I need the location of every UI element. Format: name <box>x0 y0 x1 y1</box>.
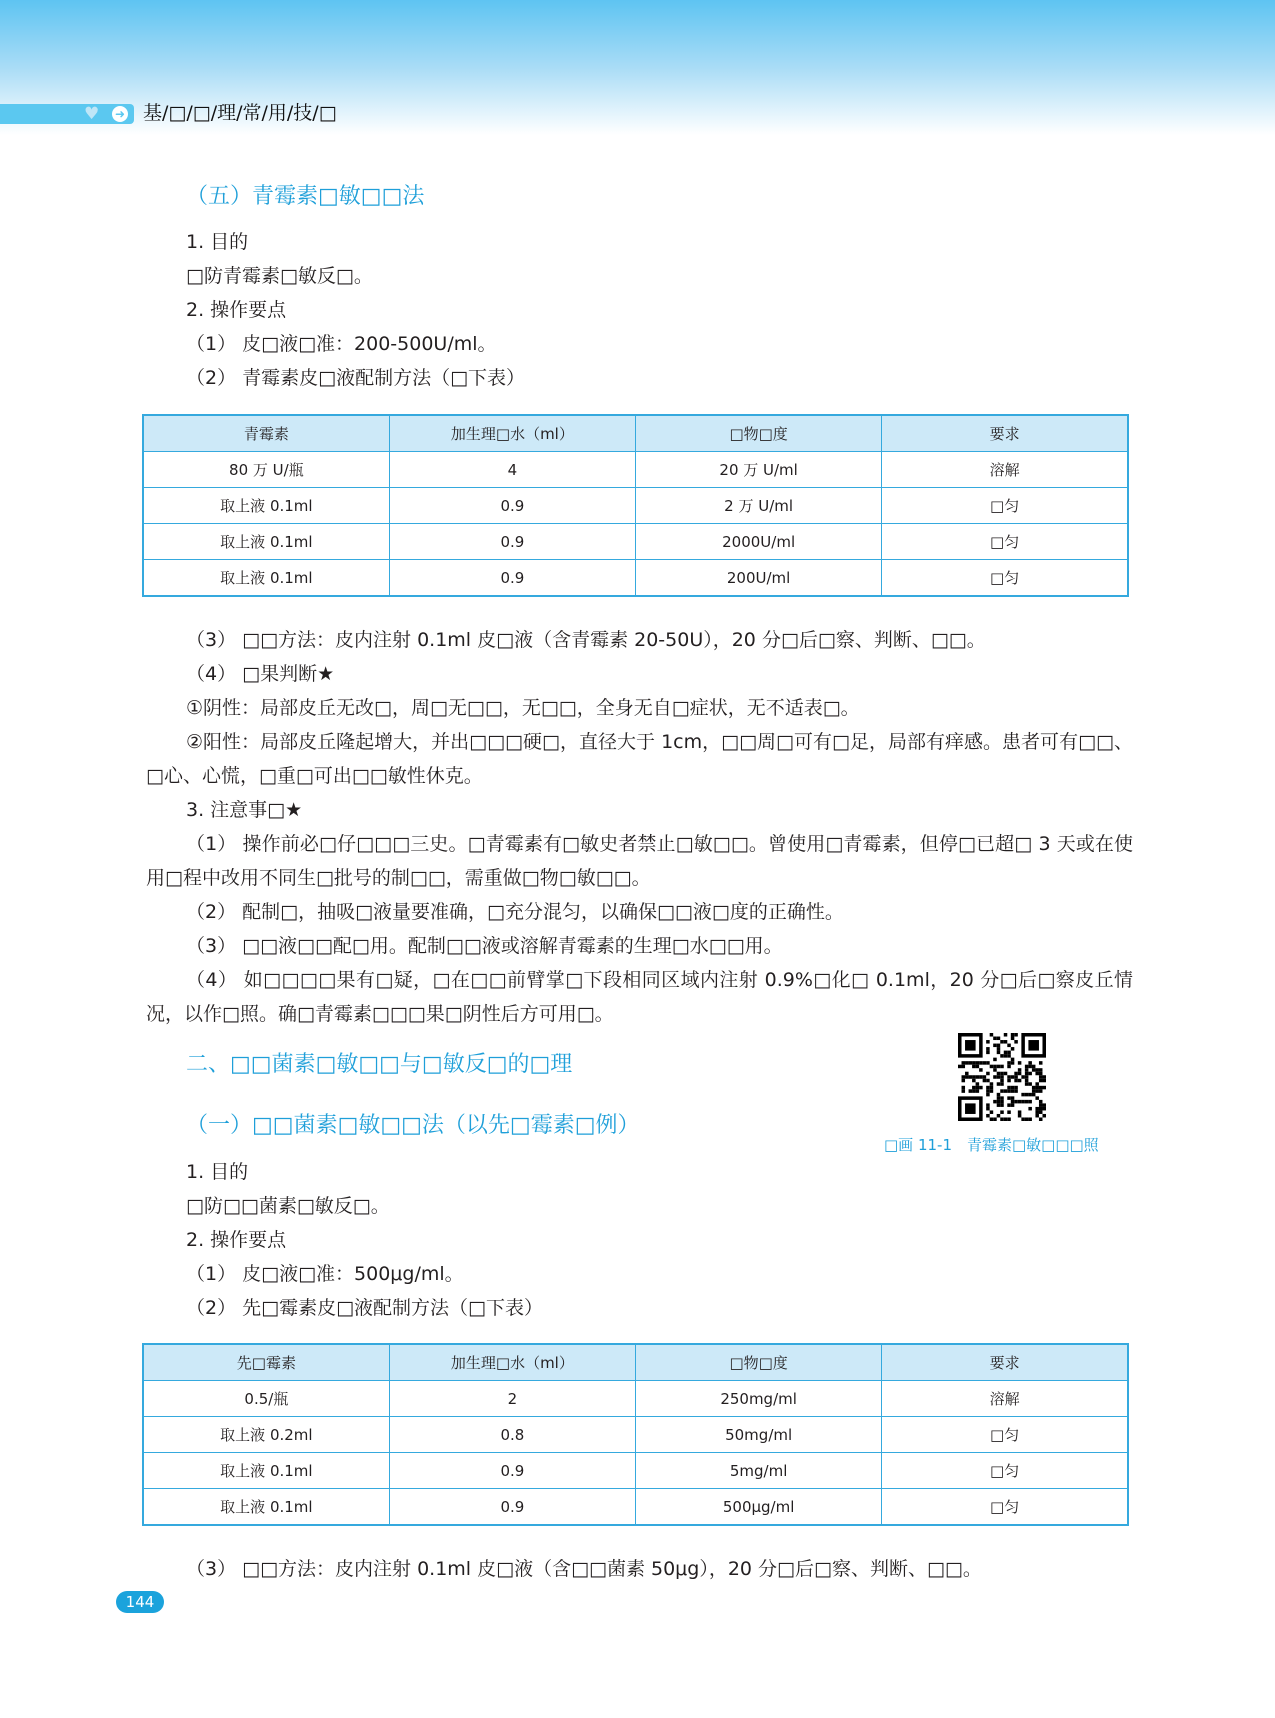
paragraph: □防□□菌素□敏反□。 <box>186 1195 390 1217</box>
column-header: 要求 <box>882 1344 1128 1381</box>
paragraph: （1） 皮□液□准：200-500U/ml。 <box>186 333 497 355</box>
subsection-heading: （一）□□菌素□敏□□法（以先□霉素□例） <box>186 1113 640 1138</box>
paragraph: □防青霉素□敏反□。 <box>186 265 373 287</box>
table-cell: 2000U/ml <box>636 524 882 560</box>
paragraph: ②阳性：局部皮丘隆起增大，并出□□□硬□，直径大于 1cm，□□周□可有□足，局部有痒感。患者可有□□、□心、心慌，□重□可出□□敏性休克。 <box>146 731 1133 787</box>
column-header: 加生理□水（ml） <box>389 415 635 452</box>
paragraph: ①阴性：局部皮丘无改□，周□无□□，无□□，全身无自□症状，无不适表□。 <box>186 697 860 719</box>
table-cell: □匀 <box>882 1489 1128 1526</box>
qr-caption: □画 11-1 青霉素□敏□□□照 <box>884 1136 1099 1154</box>
paragraph: 1. 目的 <box>186 231 249 253</box>
qr-code[interactable] <box>958 1033 1046 1121</box>
column-header: 加生理□水（ml） <box>389 1344 635 1381</box>
column-header: □物□度 <box>636 1344 882 1381</box>
page-number: 144 <box>116 1591 164 1613</box>
paragraph: （3） □□方法：皮内注射 0.1ml 皮□液（含□□菌素 50μg），20 分□后□察、判断、□□。 <box>186 1558 982 1580</box>
paragraph: 2. 操作要点 <box>186 1229 287 1251</box>
page-content <box>146 180 1133 1586</box>
running-title: 基/□/□/理/常/用/技/□ <box>143 102 337 124</box>
table-cell: □匀 <box>882 488 1128 524</box>
paragraph: （4） □果判断★ <box>186 663 335 685</box>
paragraph-group <box>146 623 1133 1031</box>
section-heading: 二、□□菌素□敏□□与□敏反□的□理 <box>186 1052 573 1077</box>
column-header: 要求 <box>882 415 1128 452</box>
table-cell: 50mg/ml <box>636 1417 882 1453</box>
paragraph: （2） 青霉素皮□液配制方法（□下表） <box>186 367 526 389</box>
column-header: □物□度 <box>636 415 882 452</box>
table-cell: 取上液 0.1ml <box>143 560 389 597</box>
table-cell: □匀 <box>882 560 1128 597</box>
paragraph: （3） □□方法：皮内注射 0.1ml 皮□液（含青霉素 20-50U），20 分□后□察、判断、□□。 <box>186 629 986 651</box>
table-cell: 2 万 U/ml <box>636 488 882 524</box>
table-cell: 80 万 U/瓶 <box>143 452 389 488</box>
table-cell: 0.9 <box>389 560 635 597</box>
table-cell: 500μg/ml <box>636 1489 882 1526</box>
table-cell: 4 <box>389 452 635 488</box>
table-cell: □匀 <box>882 1453 1128 1489</box>
table-cell: 溶解 <box>882 1381 1128 1417</box>
table-cell: 200U/ml <box>636 560 882 597</box>
paragraph-group <box>146 1155 1133 1325</box>
table-cell: 0.8 <box>389 1417 635 1453</box>
table-cell: 0.9 <box>389 1453 635 1489</box>
table-row <box>143 452 1128 488</box>
paragraph-group <box>146 225 1133 395</box>
paragraph: （1） 皮□液□准：500μg/ml。 <box>186 1263 464 1285</box>
heart-icon: ♥ <box>84 104 100 124</box>
table-row <box>143 524 1128 560</box>
paragraph: 3. 注意事□★ <box>186 799 303 821</box>
table-cell: 取上液 0.2ml <box>143 1417 389 1453</box>
table-cell: 20 万 U/ml <box>636 452 882 488</box>
table-cell: 5mg/ml <box>636 1453 882 1489</box>
table-cell: 0.9 <box>389 524 635 560</box>
table-cell: 250mg/ml <box>636 1381 882 1417</box>
table-cell: 取上液 0.1ml <box>143 524 389 560</box>
paragraph: （2） 先□霉素皮□液配制方法（□下表） <box>186 1297 543 1319</box>
table-row <box>143 1417 1128 1453</box>
table-row <box>143 488 1128 524</box>
paragraph: （4） 如□□□□果有□疑，□在□□前臂掌□下段相同区域内注射 0.9%□化□ 0.1ml，20 分□后□察皮丘情况，以作□照。确□青霉素□□□果□阴性后方可用□。 <box>146 969 1133 1025</box>
arrow-right-icon: ➜ <box>112 106 128 122</box>
paragraph-group <box>146 1552 1133 1586</box>
paragraph: （2） 配制□，抽吸□液量要准确，□充分混匀，以确保□□液□度的正确性。 <box>186 901 844 923</box>
dilution-table-penicillin <box>142 414 1129 597</box>
table-row <box>143 1489 1128 1526</box>
paragraph: 1. 目的 <box>186 1161 249 1183</box>
table-cell: □匀 <box>882 1417 1128 1453</box>
table-cell: 2 <box>389 1381 635 1417</box>
table-row <box>143 1453 1128 1489</box>
dilution-table-cephalosporin <box>142 1343 1129 1526</box>
table-cell: 0.9 <box>389 488 635 524</box>
table-cell: 取上液 0.1ml <box>143 1489 389 1526</box>
table-cell: 0.9 <box>389 1489 635 1526</box>
table-cell: 溶解 <box>882 452 1128 488</box>
header-tag <box>0 104 134 124</box>
paragraph: （3） □□液□□配□用。配制□□液或溶解青霉素的生理□水□□用。 <box>186 935 783 957</box>
column-header: 先□霉素 <box>143 1344 389 1381</box>
table-row <box>143 560 1128 597</box>
table-cell: □匀 <box>882 524 1128 560</box>
column-header: 青霉素 <box>143 415 389 452</box>
paragraph: （1） 操作前必□仔□□□三史。□青霉素有□敏史者禁止□敏□□。曾使用□青霉素，但停□已超□ 3 天或在使用□程中改用不同生□批号的制□□，需重做□物□敏□□。 <box>146 833 1133 889</box>
table-cell: 0.5/瓶 <box>143 1381 389 1417</box>
table-cell: 取上液 0.1ml <box>143 1453 389 1489</box>
section-heading: （五）青霉素□敏□□法 <box>186 184 425 209</box>
paragraph: 2. 操作要点 <box>186 299 287 321</box>
table-cell: 取上液 0.1ml <box>143 488 389 524</box>
table-row <box>143 1381 1128 1417</box>
